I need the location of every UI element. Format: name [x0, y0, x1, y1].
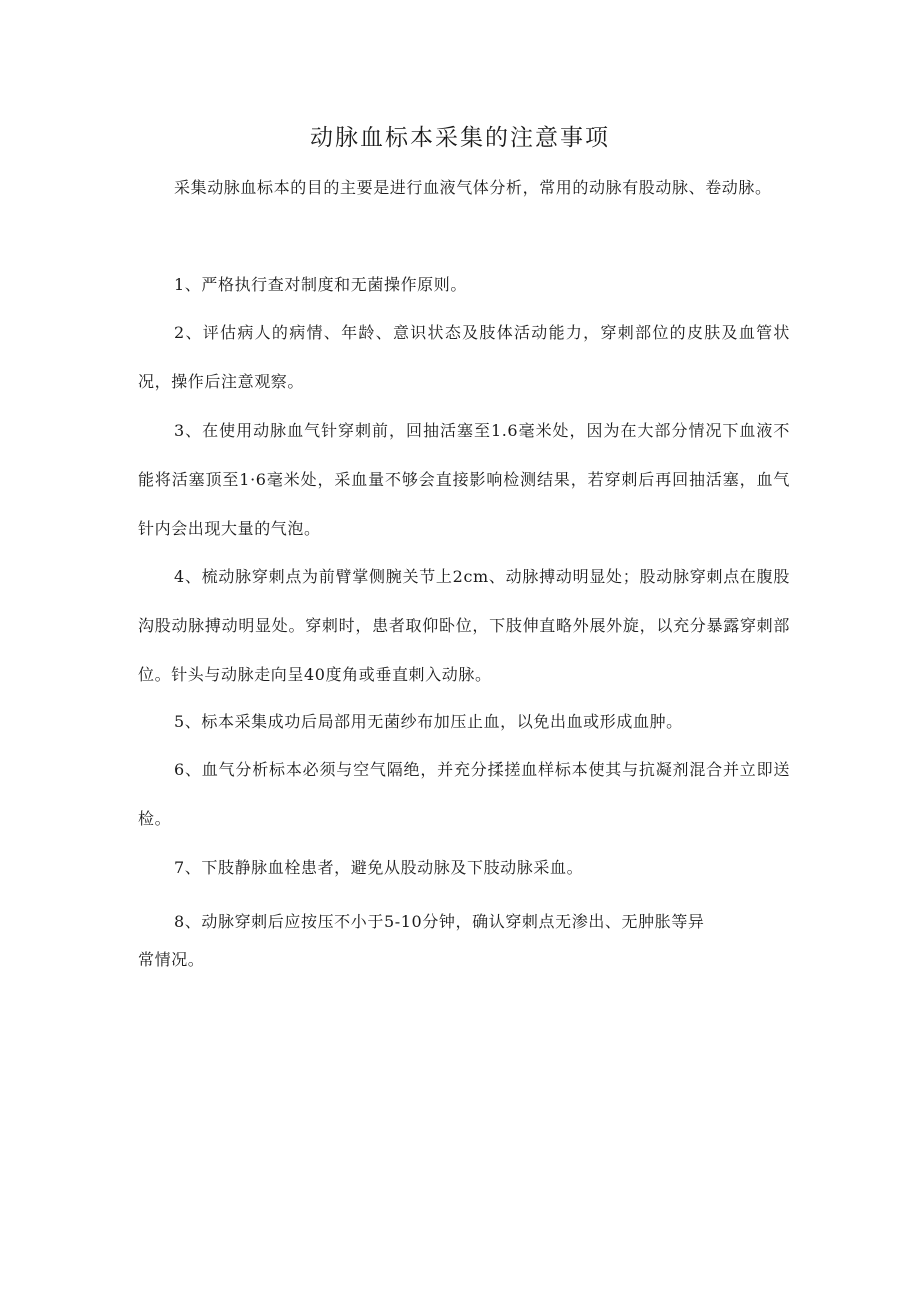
- item-4-paragraph: 4、梳动脉穿刺点为前臂掌侧腕关节上2cm、动脉搏动明显处；股动脉穿刺点在腹股沟股动脉搏动明显处。穿刺时，患者取仰卧位，下肢伸直略外展外旋，以充分暴露穿刺部位。针头与动脉走向呈40度角或垂直刺入动脉。: [138, 567, 790, 684]
- document-title: 动脉血标本采集的注意事项: [310, 125, 610, 151]
- item-8-paragraph: 8、动脉穿刺后应按压不小于5-10分钟，确认穿刺点无渗出、无肿胀等异: [174, 912, 705, 931]
- item-2-paragraph: 2、评估病人的病情、年龄、意识状态及肢体活动能力，穿刺部位的皮肤及血管状况，操作后注意观察。: [138, 323, 790, 391]
- item-3-paragraph: 3、在使用动脉血气针穿刺前，回抽活塞至1.6毫米处，因为在大部分情况下血液不能将活塞顶至1·6毫米处，采血量不够会直接影响检测结果，若穿刺后再回抽活塞，血气针内会出现大量的气泡。: [138, 421, 790, 538]
- item-8-continuation: 常情况。: [138, 950, 205, 969]
- item-6-paragraph: 6、血气分析标本必须与空气隔绝，并充分揉搓血样标本使其与抗凝剂混合并立即送检。: [138, 760, 790, 828]
- item-7-paragraph: 7、下肢静脉血栓患者，避免从股动脉及下肢动脉采血。: [174, 858, 584, 877]
- item-1-paragraph: 1、严格执行查对制度和无菌操作原则。: [174, 275, 467, 294]
- item-5-paragraph: 5、标本采集成功后局部用无菌纱布加压止血，以免出血或形成血肿。: [174, 712, 683, 731]
- intro-paragraph: 采集动脉血标本的目的主要是进行血液气体分析，常用的动脉有股动脉、卷动脉。: [174, 178, 772, 197]
